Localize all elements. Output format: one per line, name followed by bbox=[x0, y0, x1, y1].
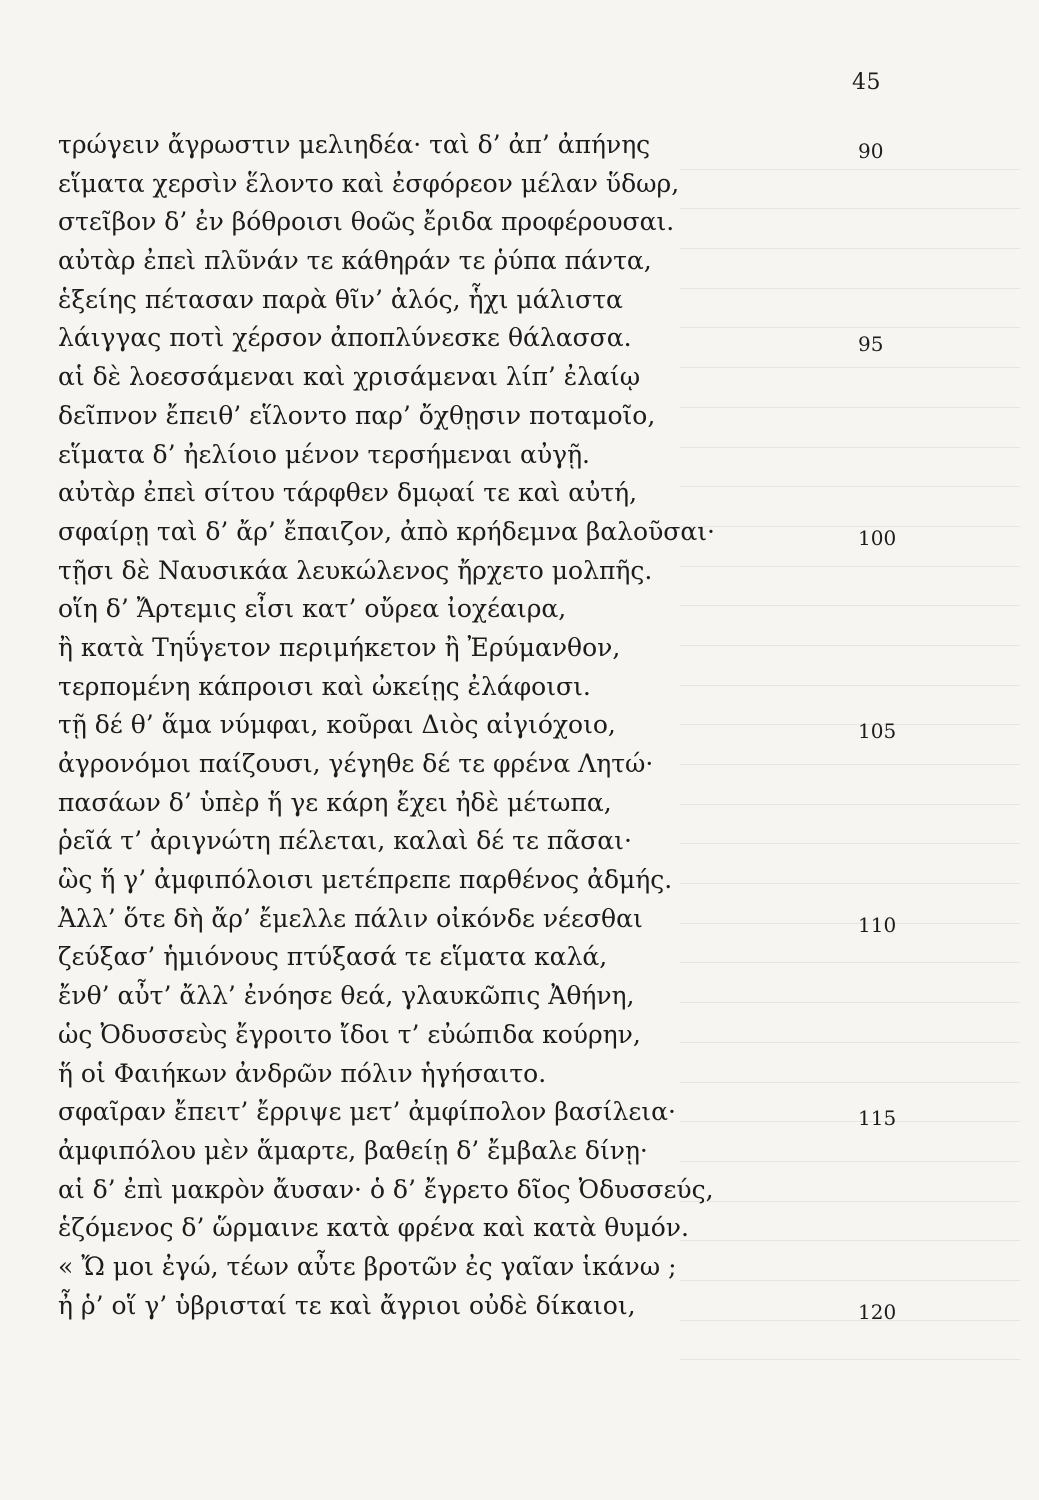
verse-text: « Ὤ μοι ἐγώ, τέων αὖτε βροτῶν ἐς γαῖαν ἱκάνω ; bbox=[58, 1251, 677, 1281]
verse-text: Ἀλλ’ ὅτε δὴ ἄρ’ ἔμελλε πάλιν οἰκόνδε νέεσθαι bbox=[58, 903, 643, 933]
verse-line bbox=[58, 203, 958, 242]
verse-line bbox=[58, 1016, 958, 1055]
verse-text: εἵματα χερσὶν ἕλοντο καὶ ἐσφόρεον μέλαν ὕδωρ, bbox=[58, 168, 680, 198]
verse-text: λάιγγας ποτὶ χέρσον ἀποπλύνεσκε θάλασσα. bbox=[58, 323, 632, 353]
verse-line bbox=[58, 1248, 958, 1287]
line-number: 100 bbox=[858, 525, 897, 550]
verse-text: ἔνθ’ αὖτ’ ἄλλ’ ἐνόησε θεά, γλαυκῶπις Ἀθήνη, bbox=[58, 981, 635, 1011]
verse-text: σφαῖραν ἔπειτ’ ἔρριψε μετ’ ἀμφίπολον βασίλεια· bbox=[58, 1097, 676, 1127]
page-number: 45 bbox=[852, 70, 881, 95]
verse-line bbox=[58, 938, 958, 977]
verse-text: τῇ δέ θ’ ἅμα νύμφαι, κοῦραι Διὸς αἰγιόχοιο, bbox=[58, 710, 616, 740]
verse-line bbox=[58, 397, 958, 436]
verse-line bbox=[58, 126, 958, 165]
verse-line bbox=[58, 281, 958, 320]
verse-line bbox=[58, 668, 958, 707]
verse-text: δεῖπνον ἔπειθ’ εἵλοντο παρ’ ὄχθῃσιν ποταμοῖο, bbox=[58, 400, 656, 430]
verse-line bbox=[58, 900, 958, 939]
verse-text: ὣς ἥ γ’ ἀμφιπόλοισι μετέπρεπε παρθένος ἀδμής. bbox=[58, 865, 673, 895]
verse-block bbox=[58, 126, 958, 1325]
verse-text: στεῖβον δ’ ἐν βόθροισι θοῶς ἔριδα προφέρουσαι. bbox=[58, 207, 675, 237]
verse-line bbox=[58, 1132, 958, 1171]
verse-line bbox=[58, 1055, 958, 1094]
verse-text: αὐτὰρ ἐπεὶ πλῦνάν τε κάθηράν τε ῥύπα πάντα, bbox=[58, 246, 652, 276]
line-number: 110 bbox=[858, 912, 897, 937]
verse-text: ἢ κατὰ Τηΰγετον περιμήκετον ἢ Ἐρύμανθον, bbox=[58, 632, 621, 662]
verse-line bbox=[58, 1093, 958, 1132]
verse-line bbox=[58, 1287, 958, 1326]
verse-line bbox=[58, 706, 958, 745]
verse-line bbox=[58, 590, 958, 629]
verse-line bbox=[58, 1209, 958, 1248]
verse-line bbox=[58, 513, 958, 552]
verse-text: ἑξείης πέτασαν παρὰ θῖν’ ἁλός, ἧχι μάλιστα bbox=[58, 284, 623, 314]
verse-text: ζεύξασ’ ἡμιόνους πτύξασά τε εἵματα καλά, bbox=[58, 942, 608, 972]
line-number: 105 bbox=[858, 719, 897, 744]
verse-line bbox=[58, 861, 958, 900]
verse-line bbox=[58, 629, 958, 668]
line-number: 90 bbox=[858, 139, 884, 163]
verse-text: αἱ δ’ ἐπὶ μακρὸν ἄυσαν· ὁ δ’ ἔγρετο δῖος Ὀδυσσεύς, bbox=[58, 1174, 714, 1204]
verse-line bbox=[58, 977, 958, 1016]
verse-text: οἵη δ’ Ἄρτεμις εἶσι κατ’ οὔρεα ἰοχέαιρα, bbox=[58, 594, 567, 624]
verse-text: ὡς Ὀδυσσεὺς ἔγροιτο ἴδοι τ’ εὐώπιδα κούρην, bbox=[58, 1019, 641, 1049]
verse-text: ῥεῖά τ’ ἀριγνώτη πέλεται, καλαὶ δέ τε πᾶσαι· bbox=[58, 826, 632, 856]
verse-text: ἀμφιπόλου μὲν ἅμαρτε, βαθείῃ δ’ ἔμβαλε δίνῃ· bbox=[58, 1135, 648, 1165]
verse-line bbox=[58, 242, 958, 281]
verse-line bbox=[58, 745, 958, 784]
verse-line bbox=[58, 319, 958, 358]
line-number: 95 bbox=[858, 332, 884, 357]
line-number: 115 bbox=[858, 1106, 897, 1131]
verse-line bbox=[58, 822, 958, 861]
verse-line bbox=[58, 474, 958, 513]
verse-text: σφαίρῃ ταὶ δ’ ἄρ’ ἔπαιζον, ἀπὸ κρήδεμνα βαλοῦσαι· bbox=[58, 516, 715, 546]
verse-text: εἵματα δ’ ἠελίοιο μένον τερσήμεναι αὐγῇ. bbox=[58, 439, 591, 469]
verse-text: ἑζόμενος δ’ ὥρμαινε κατὰ φρένα καὶ κατὰ θυμόν. bbox=[58, 1213, 689, 1243]
verse-text: αὐτὰρ ἐπεὶ σίτου τάρφθεν δμῳαί τε καὶ αὐτή, bbox=[58, 478, 638, 508]
verse-text: αἱ δὲ λοεσσάμεναι καὶ χρισάμεναι λίπ’ ἐλαίῳ bbox=[58, 362, 641, 392]
verse-line bbox=[58, 436, 958, 475]
verse-line bbox=[58, 552, 958, 591]
verse-text: ἀγρονόμοι παίζουσι, γέγηθε δέ τε φρένα Λητώ· bbox=[58, 749, 654, 778]
verse-text: πασάων δ’ ὑπὲρ ἥ γε κάρη ἔχει ἠδὲ μέτωπα, bbox=[58, 787, 612, 817]
verse-line bbox=[58, 784, 958, 823]
verse-line bbox=[58, 165, 958, 204]
verse-line bbox=[58, 1171, 958, 1210]
verse-text: τῇσι δὲ Ναυσικάα λευκώλενος ἤρχετο μολπῆς. bbox=[58, 555, 653, 585]
verse-text: τρώγειν ἄγρωστιν μελιηδέα· ταὶ δ’ ἀπ’ ἀπήνης bbox=[58, 130, 651, 159]
line-number: 120 bbox=[858, 1299, 897, 1324]
verse-text: τερπομένη κάπροισι καὶ ὠκείῃς ἐλάφοισι. bbox=[58, 671, 591, 701]
verse-text: ἦ ῥ’ οἵ γ’ ὑβρισταί τε καὶ ἄγριοι οὐδὲ δίκαιοι, bbox=[58, 1290, 636, 1320]
verse-line bbox=[58, 358, 958, 397]
verse-text: ἥ οἱ Φαιήκων ἀνδρῶν πόλιν ἡγήσαιτο. bbox=[58, 1058, 547, 1088]
